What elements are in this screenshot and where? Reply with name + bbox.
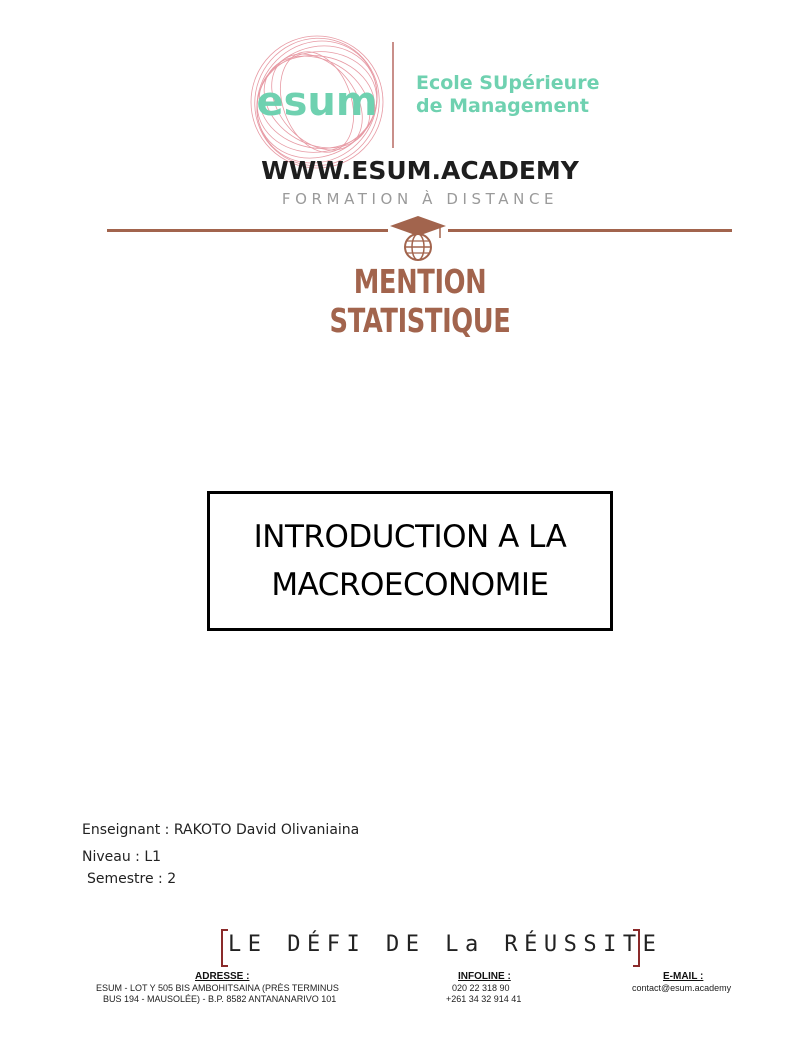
mention-heading: MENTION STATISTIQUE bbox=[329, 262, 511, 340]
semester-line: Semestre : 2 bbox=[87, 871, 177, 887]
level-line: Niveau : L1 bbox=[82, 849, 162, 865]
title-box bbox=[207, 491, 613, 631]
email-heading: E-MAIL : bbox=[663, 971, 704, 982]
logo-divider bbox=[392, 42, 394, 148]
infoline-heading: INFOLINE : bbox=[458, 971, 511, 982]
graduation-cap-globe-icon bbox=[388, 214, 448, 264]
email-address: contact@esum.academy bbox=[632, 983, 732, 993]
website-url: WWW.ESUM.ACADEMY bbox=[261, 156, 579, 185]
esum-logo-icon bbox=[248, 33, 386, 171]
banner-bracket-left bbox=[221, 929, 228, 967]
address-heading: ADRESSE : bbox=[195, 971, 250, 982]
infoline-number-1: 020 22 318 90 bbox=[452, 983, 510, 993]
title-line-2: MACROECONOMIE bbox=[271, 567, 549, 603]
school-name-line2: de Management bbox=[416, 95, 589, 117]
title-line-1: INTRODUCTION A LA bbox=[253, 519, 567, 555]
address-line-2: BUS 194 - MAUSOLÉE) - B.P. 8582 ANTANANARIVO 101 bbox=[103, 994, 337, 1004]
address-line-1: ESUM - LOT Y 505 BIS AMBOHITSAINA (PRÈS TERMINUS bbox=[96, 983, 339, 993]
infoline-number-2: +261 34 32 914 41 bbox=[446, 994, 522, 1004]
tagline: FORMATION À DISTANCE bbox=[281, 190, 559, 208]
motto-banner: LE DÉFI DE La RÉUSSITE bbox=[228, 932, 663, 957]
logo-wordmark: esum bbox=[256, 79, 378, 125]
school-name-line1: Ecole SUpérieure bbox=[416, 72, 600, 94]
teacher-line: Enseignant : RAKOTO David Olivaniaina bbox=[82, 822, 360, 838]
